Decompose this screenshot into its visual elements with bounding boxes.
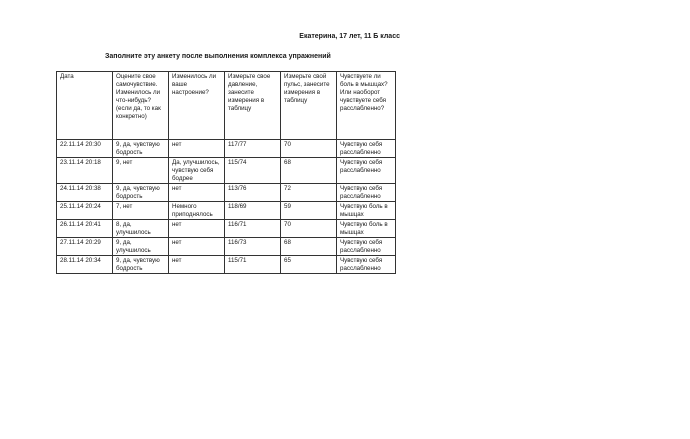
header-mood: Изменилось ли ваше настроение? bbox=[169, 72, 225, 140]
cell-mood: нет bbox=[169, 220, 225, 238]
cell-mood: нет bbox=[169, 184, 225, 202]
cell-date: 27.11.14 20:29 bbox=[57, 238, 113, 256]
header-muscle-pain: Чувствуете ли боль в мышцах? Или наоборот чувствуете себя расслабленно? bbox=[337, 72, 396, 140]
cell-pressure: 115/71 bbox=[225, 256, 281, 274]
cell-pulse: 68 bbox=[281, 238, 337, 256]
cell-muscle-pain: Чувствую себя расслабленно bbox=[337, 238, 396, 256]
cell-wellbeing: 9, нет bbox=[113, 158, 169, 184]
table-row bbox=[57, 202, 396, 220]
survey-table-header bbox=[57, 72, 396, 140]
cell-pressure: 117/77 bbox=[225, 140, 281, 158]
cell-date: 23.11.14 20:18 bbox=[57, 158, 113, 184]
cell-wellbeing: 8, да, улучшилось bbox=[113, 220, 169, 238]
cell-pulse: 70 bbox=[281, 140, 337, 158]
cell-pulse: 68 bbox=[281, 158, 337, 184]
author-line: Екатерина, 17 лет, 11 Б класс bbox=[299, 33, 400, 40]
cell-wellbeing: 9, да, чувствую бодрость bbox=[113, 140, 169, 158]
cell-date: 28.11.14 20:34 bbox=[57, 256, 113, 274]
table-row bbox=[57, 238, 396, 256]
survey-table-body bbox=[57, 140, 396, 274]
cell-pressure: 116/71 bbox=[225, 220, 281, 238]
cell-muscle-pain: Чувствую себя расслабленно bbox=[337, 256, 396, 274]
cell-pressure: 118/69 bbox=[225, 202, 281, 220]
table-row bbox=[57, 256, 396, 274]
cell-mood: Да, улучшилось, чувствую себя бодрее bbox=[169, 158, 225, 184]
instruction-heading: Заполните эту анкету после выполнения комплекса упражнений bbox=[105, 53, 331, 60]
cell-pulse: 65 bbox=[281, 256, 337, 274]
cell-date: 24.11.14 20:38 bbox=[57, 184, 113, 202]
cell-mood: нет bbox=[169, 238, 225, 256]
cell-date: 25.11.14 20:24 bbox=[57, 202, 113, 220]
cell-pulse: 59 bbox=[281, 202, 337, 220]
header-row bbox=[57, 72, 396, 140]
header-wellbeing: Оцените свое самочувствие. Изменилось ли что-нибудь? (если да, то как конкретно) bbox=[113, 72, 169, 140]
cell-mood: Немного приподнялось bbox=[169, 202, 225, 220]
cell-mood: нет bbox=[169, 256, 225, 274]
cell-mood: нет bbox=[169, 140, 225, 158]
header-pulse: Измерьте свой пульс, занесите измерения в таблицу bbox=[281, 72, 337, 140]
cell-wellbeing: 7, нет bbox=[113, 202, 169, 220]
header-date: Дата bbox=[57, 72, 113, 140]
survey-table bbox=[56, 71, 396, 274]
cell-pressure: 116/73 bbox=[225, 238, 281, 256]
cell-pressure: 115/74 bbox=[225, 158, 281, 184]
cell-pressure: 113/76 bbox=[225, 184, 281, 202]
cell-date: 22.11.14 20:30 bbox=[57, 140, 113, 158]
table-row bbox=[57, 158, 396, 184]
cell-muscle-pain: Чувствую себя расслабленно bbox=[337, 140, 396, 158]
cell-wellbeing: 9, да, чувствую бодрость bbox=[113, 256, 169, 274]
table-row bbox=[57, 184, 396, 202]
header-pressure: Измерьте свое давление, занесите измерения в таблицу bbox=[225, 72, 281, 140]
cell-pulse: 72 bbox=[281, 184, 337, 202]
cell-muscle-pain: Чувствую себя расслабленно bbox=[337, 158, 396, 184]
table-row bbox=[57, 140, 396, 158]
cell-muscle-pain: Чувствую себя расслабленно bbox=[337, 184, 396, 202]
cell-muscle-pain: Чувствую боль в мышцах bbox=[337, 202, 396, 220]
cell-wellbeing: 9, да, улучшилось bbox=[113, 238, 169, 256]
cell-pulse: 70 bbox=[281, 220, 337, 238]
table-row bbox=[57, 220, 396, 238]
cell-wellbeing: 9, да, чувствую бодрость bbox=[113, 184, 169, 202]
cell-date: 26.11.14 20:41 bbox=[57, 220, 113, 238]
cell-muscle-pain: Чувствую боль в мышцах bbox=[337, 220, 396, 238]
